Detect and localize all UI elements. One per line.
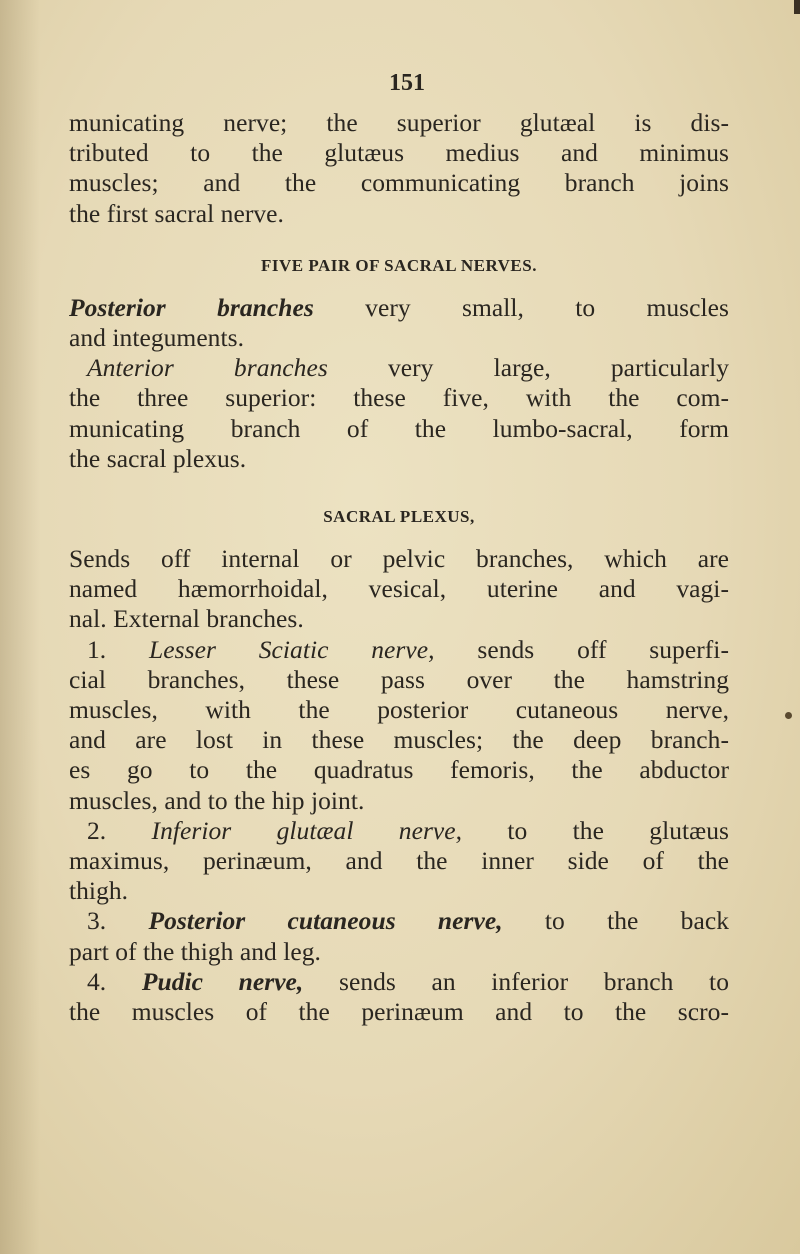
text-line: municating branch of the lumbo-sacral, form [69, 413, 729, 443]
page-text [69, 64, 729, 1027]
list-item-pudic [69, 967, 729, 1027]
text-line: Sends off internal or pelvic branches, which are [69, 544, 729, 574]
page-edge-shadow [0, 0, 40, 1254]
item-number: 2. [87, 815, 152, 845]
text-line [69, 353, 729, 383]
text-line: thigh. [69, 876, 129, 906]
text-line: part of the thigh and leg. [69, 936, 321, 966]
text-line: maximus, perinæum, and the inner side of the [69, 846, 729, 876]
item-number: 1. [87, 634, 150, 664]
text-line: and are lost in these muscles; the deep branch- [69, 725, 729, 755]
text-line: es go to the quadratus femoris, the abductor [69, 755, 729, 785]
text-line: the muscles of the perinæum and to the scro- [69, 997, 729, 1027]
text-span: to the back [502, 906, 729, 936]
paragraph-anterior-branches [69, 353, 729, 474]
text-span: very small, to muscles [313, 292, 729, 322]
list-item-lesser-sciatic [69, 635, 729, 816]
text-line: municating nerve; the superior glutæal is dis- [69, 108, 729, 137]
ink-spot [785, 712, 792, 719]
text-line [69, 906, 729, 936]
list-item-posterior-cutaneous [69, 906, 729, 966]
text-line: muscles, and to the hip joint. [69, 785, 365, 815]
text-line: tributed to the glutæus medius and minimus [69, 138, 729, 168]
text-span: sends off superfi- [434, 634, 729, 664]
item-number: 3. [87, 906, 149, 936]
term-pudic-nerve: Pudic nerve, [141, 966, 304, 996]
text-span: sends an inferior branch to [303, 966, 729, 996]
text-line [69, 967, 729, 997]
text-span: to the glutæus [462, 815, 729, 845]
text-line: nal. External branches. [69, 604, 304, 634]
text-line: named hæmorrhoidal, vesical, uterine and vagi- [69, 574, 729, 604]
text-line: the sacral plexus. [69, 443, 247, 473]
term-anterior-branches: Anterior branches [87, 353, 328, 383]
section-heading-sacral-plexus: SACRAL PLEXUS, [323, 507, 475, 527]
text-span: very large, particularly [327, 353, 730, 383]
section-heading-sacral-nerves: FIVE PAIR OF SACRAL NERVES. [261, 255, 537, 275]
paragraph-gluteal [69, 108, 729, 229]
term-posterior-cutaneous-nerve: Posterior cutaneous nerve, [148, 906, 503, 936]
text-line: muscles, with the posterior cutaneous nerve, [69, 695, 729, 725]
text-line [69, 293, 729, 323]
text-line [69, 816, 729, 846]
text-line: and integuments. [69, 323, 245, 353]
term-inferior-gluteal-nerve: Inferior glutæal nerve, [151, 815, 463, 845]
page-corner-mark [794, 0, 800, 14]
text-line: the three superior: these five, with the com- [69, 383, 729, 413]
paragraph-posterior-branches [69, 293, 729, 353]
text-line: the first sacral nerve. [69, 198, 284, 228]
text-line [69, 635, 729, 665]
term-lesser-sciatic-nerve: Lesser Sciatic nerve, [149, 634, 435, 664]
text-line: muscles; and the communicating branch joins [69, 168, 729, 198]
list-item-inferior-gluteal [69, 816, 729, 907]
item-number: 4. [87, 966, 142, 996]
term-posterior-branches: Posterior branches [69, 292, 314, 322]
text-line: cial branches, these pass over the hamstring [69, 664, 729, 694]
page-number: 151 [389, 70, 425, 96]
paragraph-plexus [69, 544, 729, 635]
